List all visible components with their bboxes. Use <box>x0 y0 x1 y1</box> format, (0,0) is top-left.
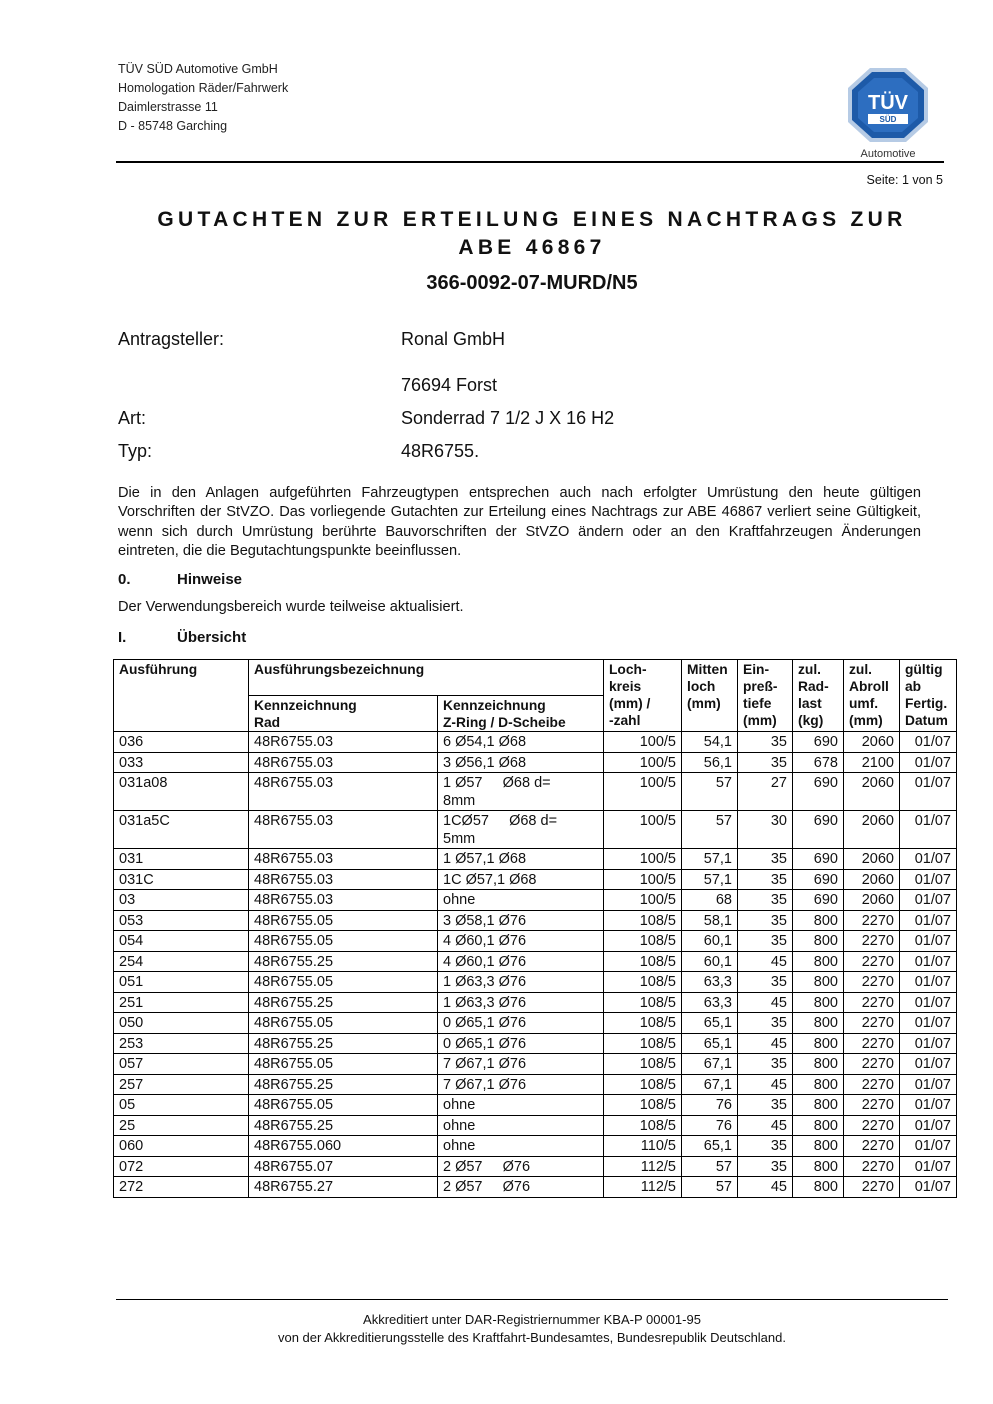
cell-variant: 036 <box>114 732 249 753</box>
cell-offset: 30 <box>738 811 793 849</box>
table-row <box>114 910 957 931</box>
cell-wheel-load: 800 <box>793 910 844 931</box>
address-line: TÜV SÜD Automotive GmbH <box>118 62 278 76</box>
type-value: Sonderrad 7 1/2 J X 16 H2 <box>401 408 615 428</box>
cell-bolt-circle: 100/5 <box>604 811 682 849</box>
cell-mark-ring: 4 Ø60,1 Ø76 <box>438 931 604 952</box>
cell-bolt-circle: 100/5 <box>604 849 682 870</box>
header-rolling-circumference: zul. Abroll umf. (mm) <box>844 660 900 732</box>
cell-offset: 35 <box>738 910 793 931</box>
cell-valid-from: 01/07 <box>900 1074 957 1095</box>
cell-bolt-circle: 110/5 <box>604 1136 682 1157</box>
cell-variant: 254 <box>114 951 249 972</box>
cell-mark-ring: 7 Ø67,1 Ø76 <box>438 1074 604 1095</box>
table-row <box>114 1054 957 1075</box>
applicant-city: 76694 Forst <box>401 375 498 395</box>
cell-wheel-load: 800 <box>793 1054 844 1075</box>
cell-valid-from: 01/07 <box>900 992 957 1013</box>
cell-mark-wheel: 48R6755.03 <box>249 732 438 753</box>
applicant-label: Antragsteller: <box>118 329 225 349</box>
cell-center-bore: 63,3 <box>682 972 738 993</box>
logo-subtext: SÜD <box>879 115 897 124</box>
cell-mark-ring: ohne <box>438 1095 604 1116</box>
cell-rolling-circumference: 2270 <box>844 1177 900 1198</box>
cell-valid-from: 01/07 <box>900 1115 957 1136</box>
cell-wheel-load: 800 <box>793 992 844 1013</box>
cell-mark-wheel: 48R6755.05 <box>249 1054 438 1075</box>
section-title: Hinweise <box>177 571 243 588</box>
table-row <box>114 931 957 952</box>
cell-mark-ring: 2 Ø57 Ø76 <box>438 1177 604 1198</box>
cell-mark-wheel: 48R6755.03 <box>249 849 438 870</box>
cell-center-bore: 67,1 <box>682 1074 738 1095</box>
cell-rolling-circumference: 2270 <box>844 1033 900 1054</box>
cell-rolling-circumference: 2060 <box>844 773 900 811</box>
cell-valid-from: 01/07 <box>900 752 957 773</box>
table-row <box>114 1177 957 1198</box>
table-row <box>114 1074 957 1095</box>
cell-mark-ring: 1CØ57 Ø68 d= 5mm <box>438 811 604 849</box>
table-row <box>114 992 957 1013</box>
cell-wheel-load: 800 <box>793 1095 844 1116</box>
cell-bolt-circle: 108/5 <box>604 910 682 931</box>
cell-center-bore: 56,1 <box>682 752 738 773</box>
cell-wheel-load: 800 <box>793 972 844 993</box>
cell-wheel-load: 800 <box>793 1115 844 1136</box>
cell-center-bore: 58,1 <box>682 910 738 931</box>
cell-variant: 05 <box>114 1095 249 1116</box>
cell-center-bore: 54,1 <box>682 732 738 753</box>
overview-table <box>113 659 957 1198</box>
cell-variant: 257 <box>114 1074 249 1095</box>
cell-offset: 35 <box>738 931 793 952</box>
cell-mark-wheel: 48R6755.25 <box>249 1074 438 1095</box>
cell-mark-wheel: 48R6755.05 <box>249 1095 438 1116</box>
cell-mark-ring: 3 Ø58,1 Ø76 <box>438 910 604 931</box>
cell-mark-ring: 1 Ø63,3 Ø76 <box>438 992 604 1013</box>
cell-bolt-circle: 108/5 <box>604 931 682 952</box>
cell-center-bore: 67,1 <box>682 1054 738 1075</box>
section-number: I. <box>118 629 127 646</box>
header-valid-from: gültig ab Fertig. Datum <box>900 660 957 732</box>
cell-variant: 03 <box>114 890 249 911</box>
cell-offset: 35 <box>738 890 793 911</box>
address-line: Daimlerstrasse 11 <box>118 100 218 114</box>
table-row <box>114 849 957 870</box>
cell-wheel-load: 800 <box>793 1074 844 1095</box>
table-row <box>114 890 957 911</box>
cell-wheel-load: 678 <box>793 752 844 773</box>
cell-bolt-circle: 112/5 <box>604 1156 682 1177</box>
cell-valid-from: 01/07 <box>900 972 957 993</box>
cell-center-bore: 57,1 <box>682 849 738 870</box>
cell-mark-wheel: 48R6755.27 <box>249 1177 438 1198</box>
cell-rolling-circumference: 2060 <box>844 732 900 753</box>
cell-center-bore: 57 <box>682 1156 738 1177</box>
cell-bolt-circle: 108/5 <box>604 1033 682 1054</box>
cell-mark-wheel: 48R6755.03 <box>249 869 438 890</box>
cell-offset: 35 <box>738 849 793 870</box>
table-row <box>114 752 957 773</box>
cell-variant: 033 <box>114 752 249 773</box>
header-divider <box>116 161 944 163</box>
table-row <box>114 951 957 972</box>
cell-variant: 031a5C <box>114 811 249 849</box>
cell-offset: 35 <box>738 972 793 993</box>
cell-offset: 45 <box>738 1033 793 1054</box>
section-title: Übersicht <box>177 629 247 646</box>
footer-divider <box>116 1299 948 1300</box>
cell-offset: 35 <box>738 1095 793 1116</box>
cell-mark-wheel: 48R6755.03 <box>249 773 438 811</box>
cell-rolling-circumference: 2270 <box>844 1156 900 1177</box>
cell-mark-ring: 3 Ø56,1 Ø68 <box>438 752 604 773</box>
table-row <box>114 972 957 993</box>
cell-variant: 050 <box>114 1013 249 1034</box>
header-wheel-load: zul. Rad- last (kg) <box>793 660 844 732</box>
section-hinweise-heading <box>118 571 242 588</box>
cell-mark-ring: 0 Ø65,1 Ø76 <box>438 1033 604 1054</box>
cell-offset: 35 <box>738 1054 793 1075</box>
cell-rolling-circumference: 2060 <box>844 811 900 849</box>
cell-rolling-circumference: 2060 <box>844 890 900 911</box>
table-header-row <box>114 660 957 696</box>
cell-wheel-load: 800 <box>793 1177 844 1198</box>
cell-center-bore: 76 <box>682 1115 738 1136</box>
cell-mark-wheel: 48R6755.03 <box>249 890 438 911</box>
cell-center-bore: 65,1 <box>682 1013 738 1034</box>
cell-variant: 060 <box>114 1136 249 1157</box>
cell-variant: 25 <box>114 1115 249 1136</box>
cell-wheel-load: 690 <box>793 849 844 870</box>
cell-center-bore: 57 <box>682 1177 738 1198</box>
cell-bolt-circle: 108/5 <box>604 1054 682 1075</box>
cell-mark-wheel: 48R6755.03 <box>249 752 438 773</box>
cell-offset: 27 <box>738 773 793 811</box>
cell-mark-wheel: 48R6755.25 <box>249 992 438 1013</box>
cell-rolling-circumference: 2270 <box>844 972 900 993</box>
table-row <box>114 1156 957 1177</box>
cell-rolling-circumference: 2270 <box>844 1115 900 1136</box>
cell-mark-ring: 7 Ø67,1 Ø76 <box>438 1054 604 1075</box>
table-row <box>114 869 957 890</box>
document-title <box>118 206 946 262</box>
cell-offset: 35 <box>738 1156 793 1177</box>
header-mark-ring: Kennzeichnung Z-Ring / D-Scheibe <box>438 696 604 732</box>
cell-rolling-circumference: 2060 <box>844 869 900 890</box>
cell-valid-from: 01/07 <box>900 849 957 870</box>
cell-offset: 35 <box>738 869 793 890</box>
cell-variant: 031C <box>114 869 249 890</box>
cell-wheel-load: 690 <box>793 869 844 890</box>
cell-mark-ring: 0 Ø65,1 Ø76 <box>438 1013 604 1034</box>
cell-valid-from: 01/07 <box>900 951 957 972</box>
cell-mark-wheel: 48R6755.05 <box>249 972 438 993</box>
cell-center-bore: 57,1 <box>682 869 738 890</box>
cell-bolt-circle: 108/5 <box>604 1074 682 1095</box>
document-number: 366-0092-07-MURD/N5 <box>426 272 638 294</box>
cell-rolling-circumference: 2270 <box>844 951 900 972</box>
cell-rolling-circumference: 2060 <box>844 849 900 870</box>
cell-wheel-load: 690 <box>793 890 844 911</box>
cell-variant: 053 <box>114 910 249 931</box>
cell-offset: 45 <box>738 992 793 1013</box>
cell-variant: 057 <box>114 1054 249 1075</box>
cell-variant: 272 <box>114 1177 249 1198</box>
cell-rolling-circumference: 2270 <box>844 931 900 952</box>
cell-variant: 072 <box>114 1156 249 1177</box>
cell-wheel-load: 800 <box>793 1156 844 1177</box>
cell-bolt-circle: 100/5 <box>604 869 682 890</box>
table-body <box>114 732 957 1198</box>
cell-bolt-circle: 108/5 <box>604 992 682 1013</box>
cell-valid-from: 01/07 <box>900 811 957 849</box>
table-row <box>114 1033 957 1054</box>
cell-mark-wheel: 48R6755.05 <box>249 910 438 931</box>
cell-offset: 45 <box>738 1115 793 1136</box>
cell-wheel-load: 800 <box>793 1136 844 1157</box>
cell-wheel-load: 800 <box>793 951 844 972</box>
cell-offset: 35 <box>738 732 793 753</box>
cell-mark-ring: 2 Ø57 Ø76 <box>438 1156 604 1177</box>
cell-wheel-load: 800 <box>793 1033 844 1054</box>
page-number: Seite: 1 von 5 <box>866 173 943 187</box>
cell-wheel-load: 690 <box>793 811 844 849</box>
cell-center-bore: 65,1 <box>682 1136 738 1157</box>
cell-variant: 054 <box>114 931 249 952</box>
cell-valid-from: 01/07 <box>900 1156 957 1177</box>
cell-valid-from: 01/07 <box>900 1033 957 1054</box>
cell-offset: 45 <box>738 951 793 972</box>
table-row <box>114 1013 957 1034</box>
intro-paragraph: Die in den Anlagen aufgeführten Fahrzeugtypen entsprechen auch nach erfolgter Umrüstung den heute gültigen Vorschriften der StVZO. Das vorliegende Gutachten zur Erteilung eines Nachtrags zur ABE 46867 verliert seine Gültigkeit, wenn sich durch Umrüstung berührte Bauvorschriften der StVZO ändern oder an den Kraftfahrzeugen Änderungen eintreten, die die Begutachtungspunkte beeinflussen. <box>118 485 921 560</box>
cell-mark-wheel: 48R6755.05 <box>249 931 438 952</box>
address-line: Homologation Räder/Fahrwerk <box>118 81 289 95</box>
cell-valid-from: 01/07 <box>900 931 957 952</box>
cell-mark-ring: 6 Ø54,1 Ø68 <box>438 732 604 753</box>
cell-valid-from: 01/07 <box>900 890 957 911</box>
cell-variant: 051 <box>114 972 249 993</box>
cell-bolt-circle: 100/5 <box>604 773 682 811</box>
cell-center-bore: 76 <box>682 1095 738 1116</box>
cell-offset: 35 <box>738 1136 793 1157</box>
cell-valid-from: 01/07 <box>900 1054 957 1075</box>
header-variant: Ausführung <box>114 660 249 732</box>
cell-variant: 251 <box>114 992 249 1013</box>
cell-offset: 45 <box>738 1177 793 1198</box>
cell-mark-wheel: 48R6755.25 <box>249 1033 438 1054</box>
cell-mark-ring: ohne <box>438 890 604 911</box>
footer <box>118 1311 946 1347</box>
header-bolt-circle: Loch- kreis (mm) / -zahl <box>604 660 682 732</box>
cell-valid-from: 01/07 <box>900 1177 957 1198</box>
table-row <box>114 773 957 811</box>
model-label: Typ: <box>118 441 153 461</box>
cell-rolling-circumference: 2270 <box>844 1136 900 1157</box>
applicant-name: Ronal GmbH <box>401 329 506 349</box>
cell-rolling-circumference: 2270 <box>844 1095 900 1116</box>
cell-valid-from: 01/07 <box>900 1013 957 1034</box>
cell-mark-ring: ohne <box>438 1115 604 1136</box>
cell-mark-wheel: 48R6755.060 <box>249 1136 438 1157</box>
cell-wheel-load: 690 <box>793 732 844 753</box>
section-number: 0. <box>118 571 131 588</box>
cell-valid-from: 01/07 <box>900 869 957 890</box>
cell-mark-ring: 1 Ø63,3 Ø76 <box>438 972 604 993</box>
cell-offset: 35 <box>738 752 793 773</box>
section-hinweise-text: Der Verwendungsbereich wurde teilweise aktualisiert. <box>118 599 464 615</box>
title-line: GUTACHTEN ZUR ERTEILUNG EINES NACHTRAGS ZUR <box>157 208 907 231</box>
cell-mark-wheel: 48R6755.07 <box>249 1156 438 1177</box>
type-label: Art: <box>118 408 147 428</box>
header-mark-wheel: Kennzeichnung Rad <box>249 696 438 732</box>
cell-mark-wheel: 48R6755.25 <box>249 951 438 972</box>
cell-rolling-circumference: 2270 <box>844 992 900 1013</box>
section-uebersicht-heading <box>118 629 246 646</box>
cell-mark-ring: 1C Ø57,1 Ø68 <box>438 869 604 890</box>
cell-bolt-circle: 108/5 <box>604 1115 682 1136</box>
cell-bolt-circle: 108/5 <box>604 1013 682 1034</box>
cell-wheel-load: 800 <box>793 1013 844 1034</box>
cell-valid-from: 01/07 <box>900 1095 957 1116</box>
table-row <box>114 732 957 753</box>
cell-bolt-circle: 112/5 <box>604 1177 682 1198</box>
cell-valid-from: 01/07 <box>900 910 957 931</box>
cell-bolt-circle: 108/5 <box>604 1095 682 1116</box>
logo-text: TÜV <box>868 92 908 114</box>
header-offset: Ein- preß- tiefe (mm) <box>738 660 793 732</box>
cell-rolling-circumference: 2270 <box>844 1054 900 1075</box>
cell-wheel-load: 690 <box>793 773 844 811</box>
cell-rolling-circumference: 2270 <box>844 1013 900 1034</box>
cell-mark-ring: 4 Ø60,1 Ø76 <box>438 951 604 972</box>
cell-rolling-circumference: 2100 <box>844 752 900 773</box>
cell-variant: 031 <box>114 849 249 870</box>
cell-bolt-circle: 100/5 <box>604 890 682 911</box>
cell-variant: 031a08 <box>114 773 249 811</box>
table-row <box>114 1115 957 1136</box>
cell-center-bore: 60,1 <box>682 931 738 952</box>
cell-mark-ring: 1 Ø57,1 Ø68 <box>438 849 604 870</box>
cell-center-bore: 68 <box>682 890 738 911</box>
cell-bolt-circle: 108/5 <box>604 951 682 972</box>
cell-center-bore: 65,1 <box>682 1033 738 1054</box>
table-row <box>114 1095 957 1116</box>
cell-valid-from: 01/07 <box>900 1136 957 1157</box>
cell-center-bore: 63,3 <box>682 992 738 1013</box>
cell-mark-wheel: 48R6755.03 <box>249 811 438 849</box>
address-line: D - 85748 Garching <box>118 119 228 133</box>
cell-mark-ring: ohne <box>438 1136 604 1157</box>
header-designation: Ausführungsbezeichnung <box>249 660 604 696</box>
cell-valid-from: 01/07 <box>900 773 957 811</box>
cell-offset: 35 <box>738 1013 793 1034</box>
issuer-address <box>118 60 288 136</box>
cell-valid-from: 01/07 <box>900 732 957 753</box>
logo-caption: Automotive <box>860 148 916 160</box>
cell-wheel-load: 800 <box>793 931 844 952</box>
footer-line: von der Akkreditierungsstelle des Kraftfahrt-Bundesamtes, Bundesrepublik Deutschland. <box>277 1330 786 1345</box>
title-line: ABE 46867 <box>458 236 606 259</box>
table-row <box>114 811 957 849</box>
cell-rolling-circumference: 2270 <box>844 1074 900 1095</box>
header-center-bore: Mitten loch (mm) <box>682 660 738 732</box>
cell-center-bore: 60,1 <box>682 951 738 972</box>
cell-mark-ring: 1 Ø57 Ø68 d= 8mm <box>438 773 604 811</box>
model-value: 48R6755. <box>401 441 480 461</box>
cell-center-bore: 57 <box>682 773 738 811</box>
cell-bolt-circle: 100/5 <box>604 752 682 773</box>
cell-variant: 253 <box>114 1033 249 1054</box>
cell-bolt-circle: 100/5 <box>604 732 682 753</box>
cell-center-bore: 57 <box>682 811 738 849</box>
table-row <box>114 1136 957 1157</box>
footer-line: Akkreditiert unter DAR-Registriernummer KBA-P 00001-95 <box>363 1312 701 1327</box>
cell-mark-wheel: 48R6755.05 <box>249 1013 438 1034</box>
cell-rolling-circumference: 2270 <box>844 910 900 931</box>
cell-offset: 45 <box>738 1074 793 1095</box>
cell-bolt-circle: 108/5 <box>604 972 682 993</box>
cell-mark-wheel: 48R6755.25 <box>249 1115 438 1136</box>
